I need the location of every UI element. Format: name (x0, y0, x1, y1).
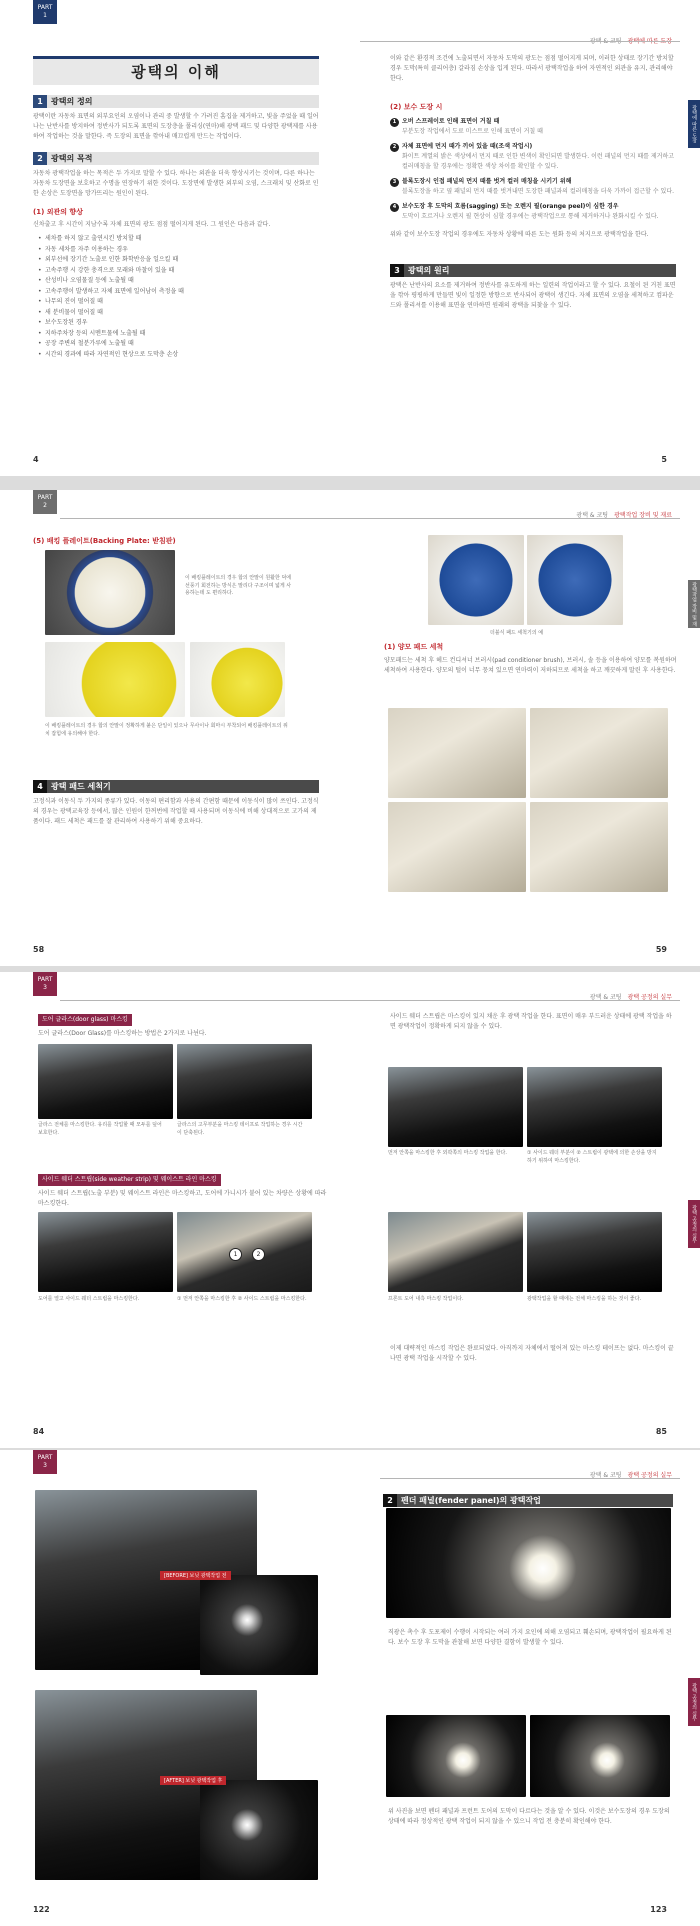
section-heading: 3 광택의 원리 (390, 264, 676, 277)
part-badge: PART 3 (33, 1450, 57, 1474)
numbered-list (390, 117, 676, 222)
part-badge: PART 1 (33, 0, 57, 24)
cause-item: • 고속주행 시 강한 충격으로 모래와 마찰이 있을 때 (45, 266, 319, 277)
spread-2 (0, 490, 700, 966)
running-head: 광택 & 코팅 광택 공정의 실무 (589, 994, 672, 1001)
section-body: 자동차 광택작업을 하는 목적은 두 가지로 말할 수 있다. 하나는 외관을 더욱 향상시키는 것이며, 다른 하나는 자동차 도장면을 보호하고 수명을 연장하기 위한 것이다. 도장면에 발생한 외부의 오염, 스크래치 및 산화로 인한 손상은 도장면을 망가뜨리는 원인이 된다. (33, 170, 319, 197)
numbered-item (390, 117, 676, 137)
photo-caption: 더블식 패드 세척기의 예 (490, 630, 544, 636)
numbered-item (390, 142, 676, 172)
photo-caption: 도어를 열고 사이드 웨더 스트립을 마스킹한다. (38, 1296, 140, 1302)
step-2-marker: 2 (252, 1248, 265, 1261)
page-number: 85 (655, 1427, 667, 1436)
wool-pad-photo (530, 708, 668, 798)
cause-item: • 지하주차장 등의 시멘트물에 노출될 때 (45, 329, 319, 340)
wool-pad-photo (530, 802, 668, 892)
section-heading: 4 광택 패드 세척기 (33, 780, 319, 793)
wool-pad-photo (388, 802, 526, 892)
right-column (390, 1344, 675, 1364)
cause-item: • 새 분비물이 떨어질 때 (45, 308, 319, 319)
side-tab: 광택작업 장비 및 재료 (688, 580, 700, 628)
spread-3 (0, 972, 700, 1448)
page-number: 84 (33, 1427, 45, 1436)
side-tab: 광택 공정의 실무 (688, 1678, 700, 1726)
subheading: (2) 보수 도장 시 (390, 103, 443, 111)
header-rule (60, 518, 680, 519)
running-head: 광택 & 코팅 광택에 따른 도장 (589, 38, 672, 45)
section-body: 양모패드는 세척 후 헤드 컨디셔너 브러시(pad conditioner brush), 브러시, 솔 등을 이용하여 양모를 복원하며 세척하여 사용한다. 양모의 털이 너무 뭉쳐 있으면 연마력이 저하되므로 세척을 하고 깨끗하게 말린 후 사용한다. (384, 657, 677, 674)
numbered-item-title: 보수도장 후 도막의 흐름(sagging) 또는 오렌지 필(orange peel)이 심한 경우 (402, 203, 619, 210)
masking-photo (388, 1067, 523, 1147)
block-tag: 도어 글라스(door glass) 마스킹 (38, 1014, 132, 1026)
pad-washer-photo (428, 535, 524, 625)
block-body: 도어 글라스(Door Glass)를 마스킹하는 방법은 2가지로 나뉜다. (38, 1030, 207, 1037)
photo-caption: 이 배킹플레이트의 경우 합의 안말이 원활한 덕에 선풍기 회전하는 방식은 말리다 구조이며 넓게 사용하는데 도 편리하다. (185, 575, 292, 596)
list-tail: 위와 같이 보수도장 작업의 경우에도 자동차 상황에 따른 도는 원화 등의 처지으로 광택작업을 한다. (390, 231, 649, 238)
running-head: 광택 & 코팅 광택작업 장비 및 재료 (576, 512, 672, 519)
right-column (388, 1628, 673, 1648)
header-rule (380, 1478, 680, 1479)
running-head: 광택 & 코팅 광택 공정의 실무 (589, 1472, 672, 1479)
photo-caption: 프론트 도어 내측 마스킹 작업이다. (388, 1296, 464, 1302)
numbered-item-title: 오버 스프레이로 인해 표면이 거칠 때 (402, 118, 500, 125)
number-marker: 1 (390, 118, 399, 127)
spread-1 (0, 0, 700, 476)
backing-plate-photo (45, 550, 175, 635)
masking-photo (527, 1067, 662, 1147)
block-body: 사이드 웨더 스트립(노출 부분) 및 웨이스트 라인은 마스킹하고, 도어에 가니시가 붙어 있는 차량은 상황에 따라 마스킹한다. (38, 1190, 327, 1207)
spread-4 (0, 1450, 700, 1926)
section-body: 광택이란 자동차 표면의 외부요인의 오염이나 관리 중 발생할 수 가려진 흠집을 제거하고, 빛을 주었을 때 일어나는 난반사를 방지하여 정반사가 되도록 표면의 도장층을 폴리싱(연마)해 광택 패드 및 다양한 광택제를 사용하여 작업하는 것을 말한다. 즉 도장의 표면을 깎아내 매끄럽게 만드는 작업이다. (33, 113, 319, 140)
right-column (384, 642, 679, 676)
fender-panel-photo (386, 1508, 671, 1618)
page-number: 5 (661, 455, 667, 464)
cause-item: • 시간의 경과에 따라 자연적인 현상으로 도막층 손상 (45, 350, 319, 361)
subheading-intro: 신차출고 후 시간이 지남수록 자체 표면의 광도 점점 떨어지게 된다. 그 원인은 다음과 같다. (33, 221, 271, 228)
section-body: 위 사진을 보면 펜더 패널과 프런트 도어의 도막이 다르다는 것을 알 수 있다. 이것은 보수도장의 경우 도장의 상태에 따라 정상적인 광택 작업이 되지 않을 수 있으니 작업 전 충분히 확인해야 한다. (388, 1808, 670, 1825)
number-marker: 2 (390, 143, 399, 152)
cause-item: • 외부선에 장기간 노출로 인한 화학반응을 일으킬 때 (45, 255, 319, 266)
numbered-item-heading (390, 142, 676, 152)
masking-photo (177, 1212, 312, 1292)
numbered-item-detail: 부분도장 작업에서 도료 미스트로 인해 표면이 거칠 때 (402, 128, 543, 135)
cause-item: • 고속주행이 발생하고 자체 표면에 일어남이 측정을 때 (45, 287, 319, 298)
photo-caption: ① 먼저 안쪽을 마스킹한 후 ② 사이드 스트립을 마스킹한다. (177, 1296, 307, 1302)
left-column (38, 1012, 328, 1039)
intro-text: 사이드 웨더 스트립은 마스킹이 있지 채운 후 광택 작업을 한다. 표면이 매우 부드러운 상태에 광택 작업을 하면 광택작업이 정확하게 되지 않을 수 있다. (390, 1013, 672, 1030)
header-rule (360, 41, 680, 42)
right-column (383, 1484, 673, 1507)
photo-caption: 글라스 전체를 마스킹한다. 유리를 작업할 때 모두를 덮어 보호한다. (38, 1122, 162, 1136)
numbered-item-title: 블록도장시 인접 패널의 먼지 때를 벗겨 컬러 매칭을 시키기 위해 (402, 178, 572, 185)
right-column (388, 1807, 673, 1827)
section-heading: 2 펜더 패널(fender panel)의 광택작업 (383, 1494, 673, 1507)
numbered-item-heading (390, 117, 676, 127)
photo-caption: ① 사이드 웨더 부분이 ② 스트립이 광택에 의한 손상을 방지하기 위하여 마스킹한다. (527, 1150, 657, 1164)
numbered-item-detail: 화이트 계열의 밝은 색상에서 먼지 때로 인한 변색이 확인되면 발생한다. 이런 패널의 먼지 때를 제거하고 컬러매칭을 할 경우에는 정확한 색상 차이를 확인할 수 있다. (402, 153, 675, 170)
numbered-item-heading (390, 177, 676, 187)
cause-list (33, 234, 319, 360)
masking-photo (177, 1044, 312, 1119)
cause-item: • 나무의 진이 떨어질 때 (45, 297, 319, 308)
fender-detail-photo (386, 1715, 526, 1797)
right-column (390, 1012, 675, 1032)
after-label: [AFTER] 보닛 광택작업 후 (160, 1776, 226, 1785)
left-column (38, 1172, 328, 1209)
bonnet-after-inset (164, 1778, 318, 1880)
page-title: 광택의 이해 (33, 56, 319, 85)
step-1-marker: 1 (229, 1248, 242, 1261)
masking-photo (527, 1212, 662, 1292)
left-column (33, 770, 319, 827)
section-heading: 2 광택의 목적 (33, 152, 319, 165)
subheading: (1) 외관의 향상 (33, 208, 83, 216)
number-marker: 4 (390, 203, 399, 212)
part-badge: PART 3 (33, 972, 57, 996)
masking-photo (388, 1212, 523, 1292)
cause-item: • 자동 세차를 자주 이용하는 경우 (45, 245, 319, 256)
cause-item: • 산성비나 오염물질 등에 노출될 때 (45, 276, 319, 287)
part-badge: PART 2 (33, 490, 57, 514)
cause-item: • 세차를 하지 않고 출연시킨 방치할 때 (45, 234, 319, 245)
photo-caption: 광택작업을 할 때에는 전체 마스킹을 하는 것이 좋다. (527, 1296, 642, 1302)
side-tab: 광택 공정의 실무 (688, 1200, 700, 1248)
masking-photo (38, 1044, 173, 1119)
page-number: 122 (33, 1905, 50, 1914)
subheading: (1) 양모 패드 세척 (384, 643, 444, 651)
section-body: 광택은 난반사의 요소를 제거하여 정반사를 유도하게 하는 일련의 작업이라고 할 수 있다. 요철이 된 거친 표면을 깎아 평평하게 만들면 빛이 일정한 방향으로 반사되어 광택이 생긴다. 자체 표면의 오염을 세척하고 컴파운드와 폴리셔를 이용해 표면을 연마하면 원래의 광택을 되찾을 수 있다. (390, 282, 676, 309)
photo-caption: 먼저 안쪽을 마스킹한 후 외곽쪽의 마스킹 작업을 한다. (388, 1150, 507, 1156)
section-heading: 1 광택의 정의 (33, 95, 319, 108)
section-body: 고정식과 이동식 두 가지의 종류가 있다. 이동의 편리함과 사용의 간편함 때문에 이동식이 많이 쓰인다. 고정식의 경우는 광택교육장 등에서, 많은 인원이 한꺼번에 작업할 때 사용되며 이동식에 비해 상대적으로 고가의 제품이다. 패드 세척은 패드를 잘 관리하여 사용하기 위해 중요하다. (33, 798, 319, 825)
right-column (390, 54, 676, 311)
numbered-item (390, 177, 676, 197)
subheading: (5) 배킹 플레이트(Backing Plate: 받침판) (33, 537, 176, 545)
yellow-plate-photo (45, 642, 185, 717)
numbered-item-heading (390, 202, 676, 212)
numbered-item-detail: 도막이 흐르거나 오렌지 필 현상이 심할 경우에는 광택작업으로 통해 제거하거나 완화시킬 수 있다. (402, 213, 659, 220)
intro-text: 이와 같은 환경적 조건에 노출되면서 자동차 도막의 광도는 점점 떨어지게 되며, 이러한 상태로 장기간 방치할 경우 도막(특히 클리어층) 갈라짐 손상을 입게 된다. 따라서 광택작업을 하여 자연적인 외관을 유지, 관리해야 한다. (390, 55, 674, 82)
bonnet-before-inset (164, 1573, 318, 1675)
left-column (33, 56, 319, 360)
page-number: 59 (655, 945, 667, 954)
closing-text: 이제 대략적인 마스킹 작업은 완료되었다. 아직까지 자체에서 떨어져 있는 마스킹 테이프는 없다. 마스킹이 끝나면 광택 작업을 시작할 수 있다. (390, 1345, 674, 1362)
cause-item: • 공장 주변의 철분가루에 노출될 때 (45, 339, 319, 350)
wool-pad-photo (388, 708, 526, 798)
numbered-item (390, 202, 676, 222)
numbered-item-detail: 블록도장을 하고 옆 패널의 먼지 때를 벗겨내면 도장한 패널과의 컬러매칭을 더욱 가까이 접근할 수 있다. (402, 188, 675, 195)
number-marker: 3 (390, 178, 399, 187)
fender-detail-photo (530, 1715, 670, 1797)
page-number: 58 (33, 945, 45, 954)
yellow-plate-back-photo (190, 642, 285, 717)
photo-caption: 글라스의 고무부분을 마스킹 테이프로 작업하는 경우 시간이 단축된다. (177, 1122, 303, 1136)
section-body: 직광은 촉수 후 도포제이 수행이 시작되는 여러 가지 요인에 의해 오염되고 훼손되며, 광택작업이 필요하게 된다. 보수 도장 후 도막을 관찰해 보면 다양한 결함이 발생할 수 있다. (388, 1629, 672, 1646)
pad-washer-photo (527, 535, 623, 625)
block-tag: 사이드 웨더 스트립(side weather strip) 및 웨이스트 라인 마스킹 (38, 1174, 221, 1186)
header-rule (60, 1000, 680, 1001)
masking-photo (38, 1212, 173, 1292)
page-number: 4 (33, 455, 39, 464)
photo-caption: 이 배킹플레이트의 경우 합의 안말이 정확하게 붙은 단일이 있으나 무사이나 회마시 부착되어 배킹플레이트의 위치 잡힘에 유의해야 한다. (45, 723, 288, 737)
before-label: [BEFORE] 보닛 광택작업 전 (160, 1571, 231, 1580)
side-tab: 광택에 따른 도장 (688, 100, 700, 148)
numbered-item-title: 자체 표면에 먼지 때가 끼어 있을 때(조색 작업시) (402, 143, 533, 150)
cause-item: • 보수도장된 경우 (45, 318, 319, 329)
page-number: 123 (650, 1905, 667, 1914)
